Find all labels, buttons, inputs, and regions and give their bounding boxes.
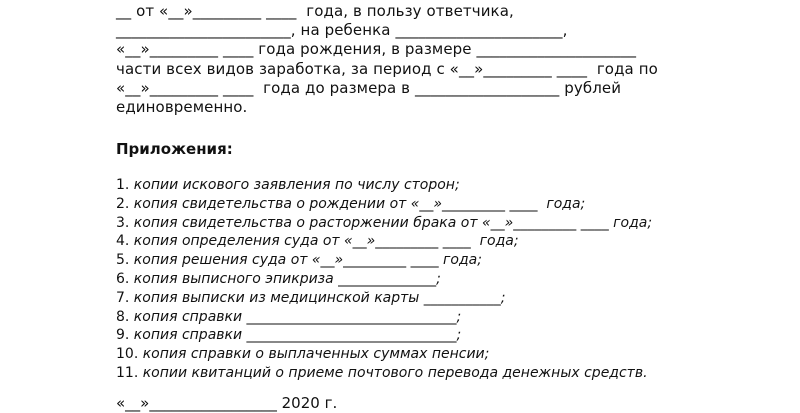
appendix-item [116,326,652,345]
appendix-item-number: 6. [116,270,130,287]
appendix-item-text: копия выписного эпикриза ______________; [129,270,441,287]
body-line-6: единовременно. [116,98,248,116]
appendix-item [116,270,652,289]
appendix-item-number: 7. [116,289,130,306]
appendix-item [116,232,652,251]
appendix-item-number: 2. [116,195,130,212]
appendix-item-number: 10. [116,346,139,363]
appendix-item [116,364,652,383]
appendix-item [116,308,652,327]
appendix-item [116,176,652,195]
appendix-item-text: копия справки ______________________________; [129,327,462,344]
appendix-item-number: 1. [116,177,130,193]
appendix-item-text: копия справки ______________________________; [129,308,462,325]
appendix-item [116,214,652,233]
appendix-item-text: копия справки о выплаченных суммах пенсии; [138,346,490,363]
appendix-item-text: копия свидетельства о рождении от «__»_________ ____ года; [129,195,586,212]
appendix-item-number: 9. [116,327,130,344]
appendix-item-number: 5. [116,252,130,269]
appendix-item-number: 4. [116,233,130,250]
appendix-heading: Приложения: [116,140,233,158]
appendix-item [116,289,652,308]
appendix-item [116,251,652,270]
appendix-list [116,176,652,383]
appendix-item-number: 11. [116,364,139,381]
appendix-item [116,345,652,364]
body-line-1: __ от «__»_________ ____ года, в пользу ответчика, [116,2,514,20]
appendix-item-text: копия определения суда от «__»_________ ____ года; [129,233,519,250]
appendix-item-number: 3. [116,214,130,231]
footer-date-line: «__»_________________ 2020 г. [116,394,338,412]
appendix-item-text: копия выписки из медицинской карты ___________; [129,289,506,306]
appendix-item-text: копия решения суда от «__»_________ ____ года; [129,252,482,269]
body-line-5: «__»_________ ____ года до размера в ___________________ рублей [116,79,622,97]
body-line-4: части всех видов заработка, за период с «__»_________ ____ года по [116,60,658,78]
appendix-item-number: 8. [116,308,130,325]
appendix-item-text: копии искового заявления по числу сторон; [129,177,460,193]
body-line-2: _______________________, на ребенка ______________________, [116,21,568,39]
appendix-item [116,195,652,214]
appendix-item-text: копии квитанций о приеме почтового перевода денежных средств. [138,364,648,381]
body-line-3: «__»_________ ____ года рождения, в размере _____________________ [116,40,637,58]
appendix-item-text: копия свидетельства о расторжении брака от «__»_________ ____ года; [129,214,653,231]
